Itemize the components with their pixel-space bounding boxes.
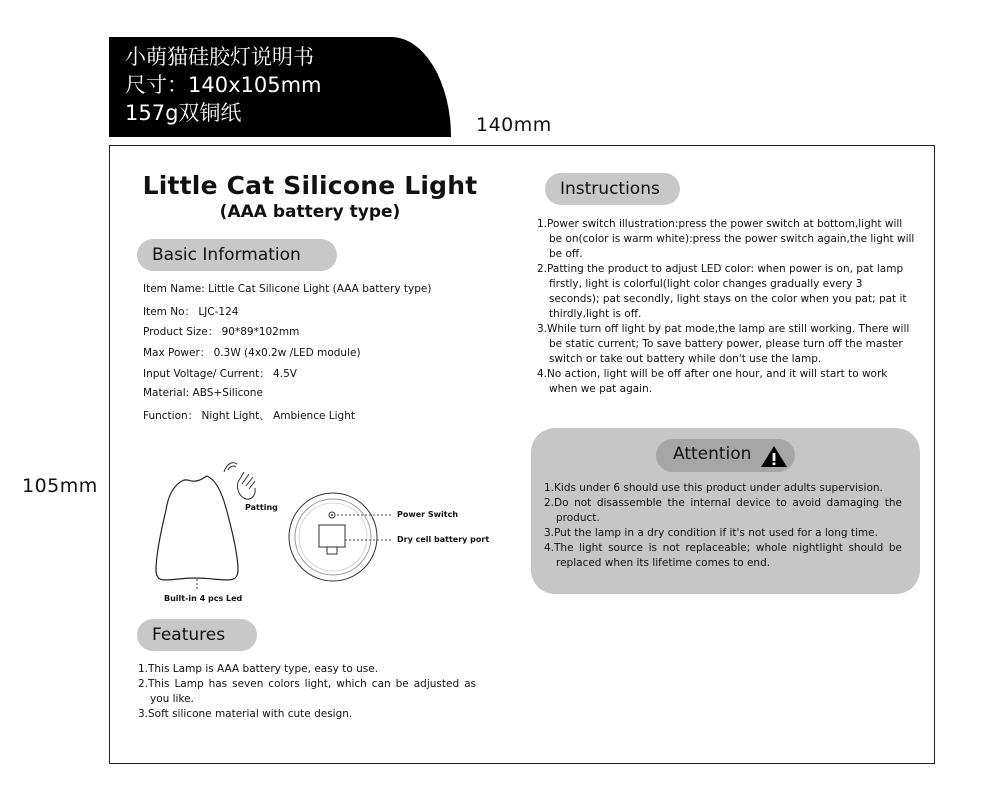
cat-lamp-outline [156, 476, 238, 580]
list-item: 3.Soft silicone material with cute design. [138, 708, 353, 720]
list-item: 2.Patting the product to adjust LED color: when power is on, pat lamp firstly, light is colorful(light color changes gradually every 3 seconds); pat secondly, light stays on the color when you pat; pat it thirdly,light is off. [537, 263, 907, 320]
list-item: 1.Power switch illustration:press the power switch at bottom,light will be on(color is warm white):press the power switch again,the light will be off. [537, 218, 915, 260]
instructions-list [537, 217, 915, 397]
width-dimension-label: 140mm [476, 114, 552, 136]
info-product-size: Product Size： 90*89*102mm [143, 326, 300, 338]
info-function: Function： Night Light、 Ambience Light [143, 410, 355, 422]
spec-title: 小萌猫硅胶灯说明书 [125, 45, 314, 69]
info-item-no: Item No： LJC-124 [143, 306, 239, 318]
features-list [138, 662, 476, 722]
instructions-heading: Instructions [545, 173, 680, 205]
product-subtitle: (AAA battery type) [219, 202, 401, 222]
features-heading: Features [137, 619, 257, 651]
info-item-name: Item Name: Little Cat Silicone Light (AAA battery type) [143, 283, 432, 295]
battery-port-label: Dry cell battery port [397, 535, 490, 544]
spec-paper: 157g双铜纸 [125, 101, 242, 125]
basic-info-heading: Basic Information [137, 239, 337, 271]
patting-label: Patting [245, 503, 278, 512]
info-max-power: Max Power： 0.3W (4x0.2w /LED module) [143, 347, 361, 359]
list-item: 2.Do not disassemble the internal device to avoid damaging the product. [544, 497, 902, 524]
power-switch-label: Power Switch [397, 510, 459, 519]
list-item: 3.Put the lamp in a dry condition if it's not used for a long time. [544, 527, 878, 539]
info-material: Material: ABS+Silicone [143, 387, 263, 399]
list-item: 4.The light source is not replaceable; whole nightlight should be replaced when its lifetime comes to end. [544, 542, 902, 569]
led-label: Built-in 4 pcs Led [164, 594, 243, 603]
battery-compartment [319, 525, 345, 547]
attention-heading: Attention [673, 444, 752, 464]
height-dimension-label: 105mm [22, 475, 98, 497]
list-item: 3.While turn off light by pat mode,the lamp are still working. There will be static current; To save battery power, please turn off the master switch or take out battery while don't use the lamp. [537, 323, 910, 365]
info-input-voltage: Input Voltage/ Current： 4.5V [143, 368, 297, 380]
product-title: Little Cat Silicone Light [142, 171, 478, 200]
list-item: 2.This Lamp has seven colors light, which can be adjusted as you like. [138, 678, 476, 705]
spec-size: 尺寸：140x105mm [125, 73, 322, 97]
warning-icon [760, 444, 788, 468]
list-item: 1.Kids under 6 should use this product under adults supervision. [544, 482, 883, 494]
list-item: 4.No action, light will be off after one hour, and it will start to work when we pat again. [537, 368, 888, 395]
lamp-bottom-view [289, 493, 393, 581]
list-item: 1.This Lamp is AAA battery type, easy to use. [138, 663, 379, 675]
hand-patting-icon [224, 463, 255, 499]
attention-list [544, 481, 902, 571]
